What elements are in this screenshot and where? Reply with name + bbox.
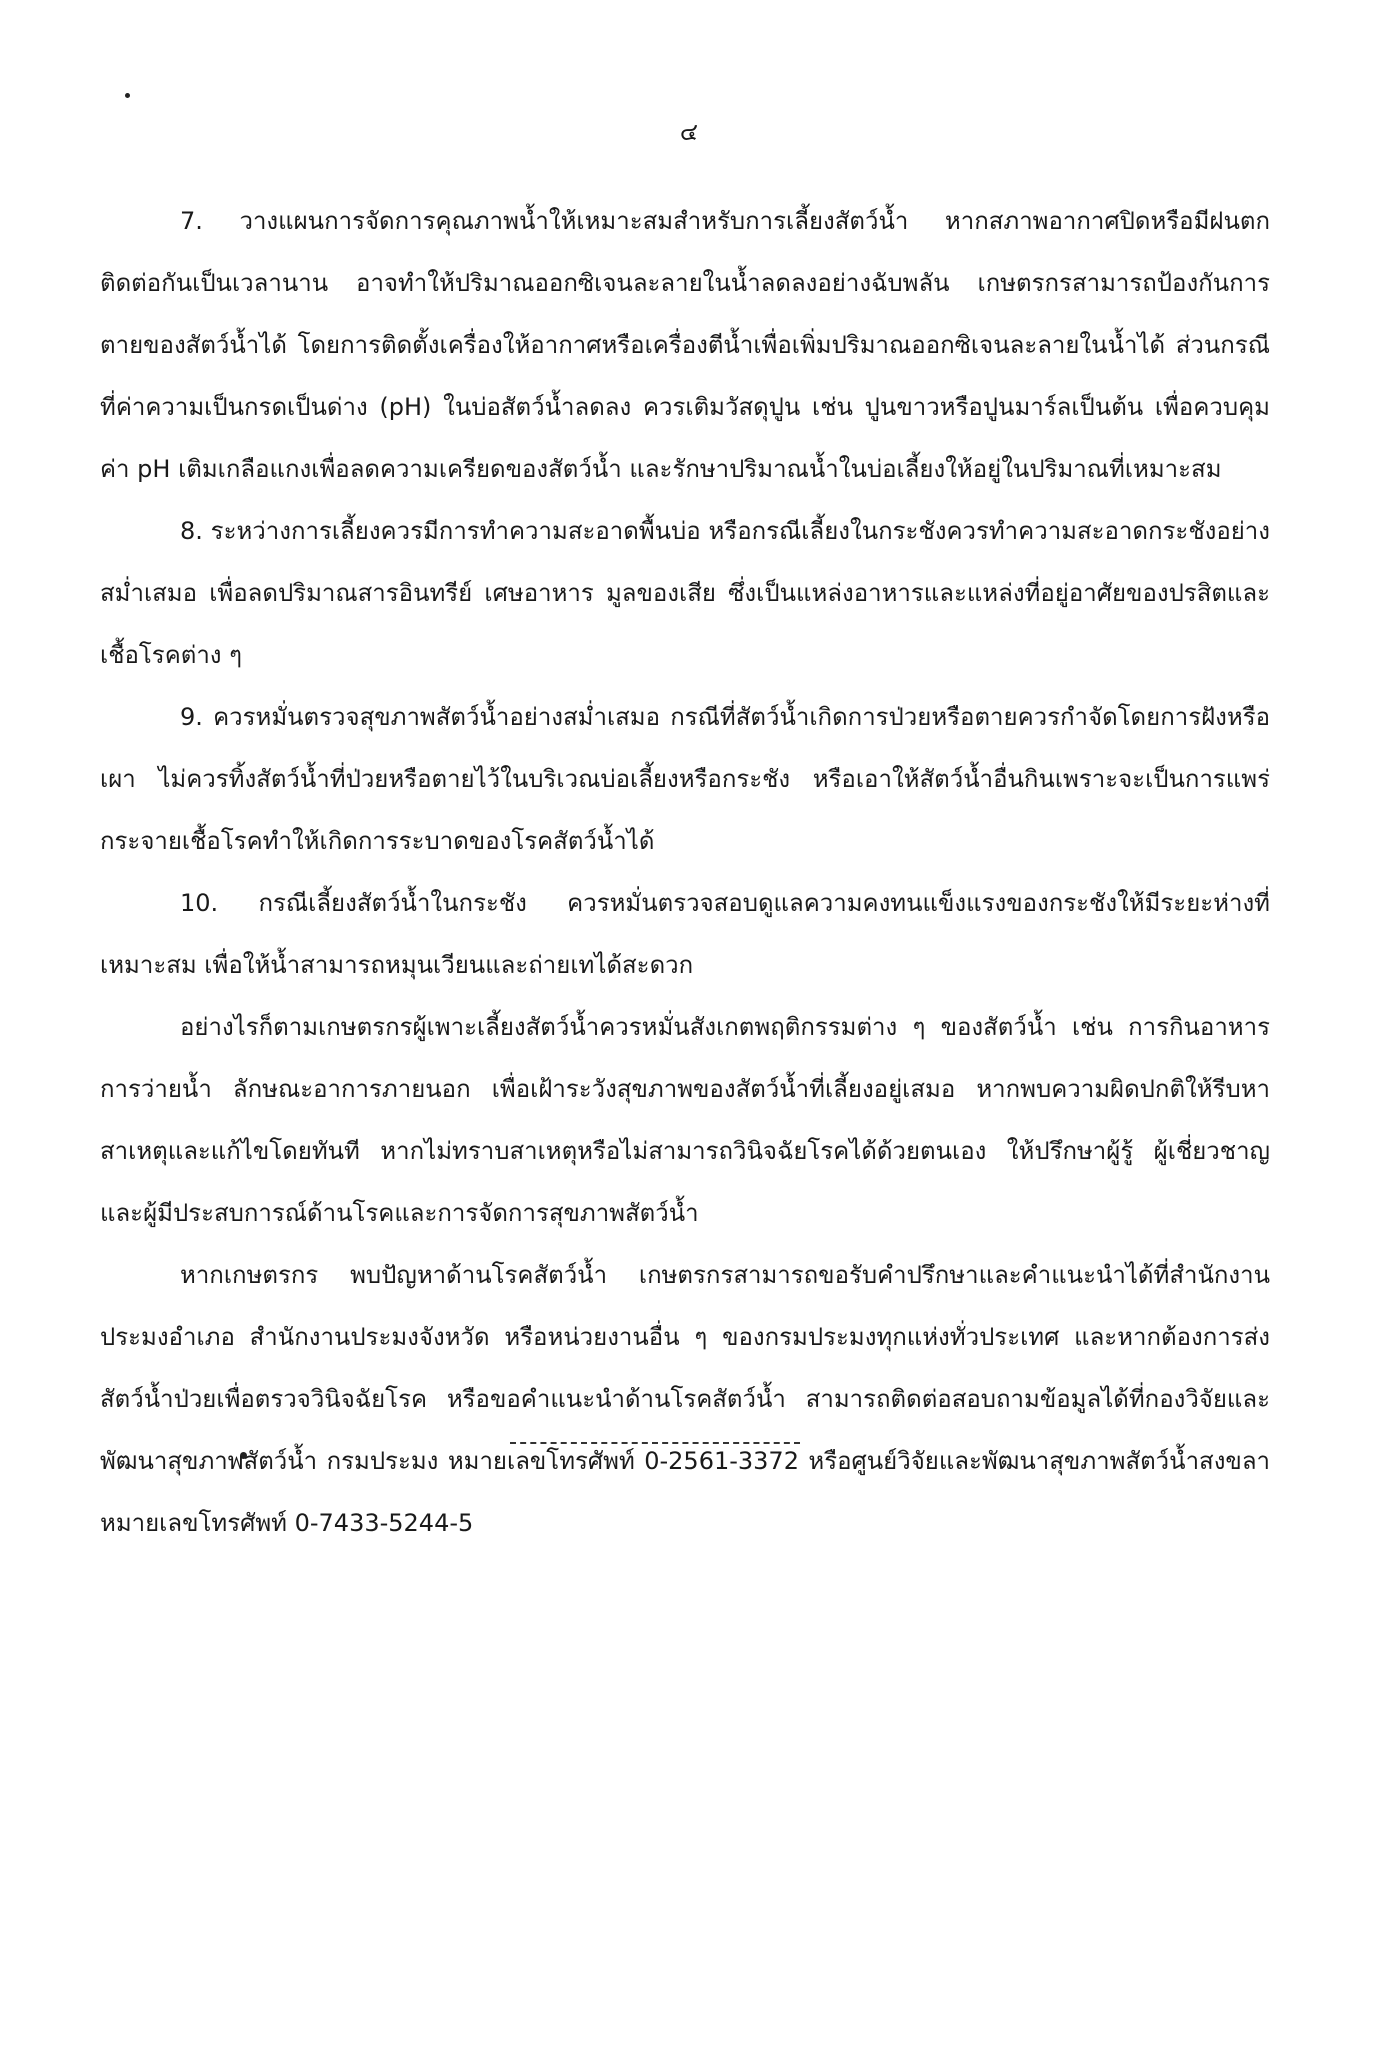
scan-speck: [125, 93, 130, 98]
paragraph-item-8: 8. ระหว่างการเลี้ยงควรมีการทำความสะอาดพื้นบ่อ หรือกรณีเลี้ยงในกระชังควรทำความสะอาดกระชังอย่างสม่ำเสมอ เพื่อลดปริมาณสารอินทรีย์ เศษอาหาร มูลของเสีย ซึ่งเป็นแหล่งอาหารและแหล่งที่อยู่อาศัยของปรสิตและเชื้อโรคต่าง ๆ: [100, 517, 1270, 669]
paragraph-item-10: 10. กรณีเลี้ยงสัตว์น้ำในกระชัง ควรหมั่นตรวจสอบดูแลความคงทนแข็งแรงของกระชังให้มีระยะห่างที่เหมาะสม เพื่อให้น้ำสามารถหมุนเวียนและถ่ายเทได้สะดวก: [100, 889, 1270, 979]
paragraph-item-9: 9. ควรหมั่นตรวจสุขภาพสัตว์น้ำอย่างสม่ำเสมอ กรณีที่สัตว์น้ำเกิดการป่วยหรือตายควรกำจัดโดยการฝังหรือเผา ไม่ควรทิ้งสัตว์น้ำที่ป่วยหรือตายไว้ในบริเวณบ่อเลี้ยงหรือกระชัง หรือเอาให้สัตว์น้ำอื่นกินเพราะจะเป็นการแพร่กระจายเชื้อโรคทำให้เกิดการระบาดของโรคสัตว์น้ำได้: [100, 703, 1270, 855]
end-divider: [510, 1442, 800, 1444]
paragraph-item-7: 7. วางแผนการจัดการคุณภาพน้ำให้เหมาะสมสำหรับการเลี้ยงสัตว์น้ำ หากสภาพอากาศปิดหรือมีฝนตกติดต่อกันเป็นเวลานาน อาจทำให้ปริมาณออกซิเจนละลายในน้ำลดลงอย่างฉับพลัน เกษตรกรสามารถป้องกันการตายของสัตว์น้ำได้ โดยการติดตั้งเครื่องให้อากาศหรือเครื่องตีน้ำเพื่อเพิ่มปริมาณออกซิเจนละลายในน้ำได้ ส่วนกรณีที่ค่าความเป็นกรดเป็นด่าง (pH) ในบ่อสัตว์น้ำลดลง ควรเติมวัสดุปูน เช่น ปูนขาวหรือปูนมาร์ลเป็นต้น เพื่อควบคุมค่า pH เติมเกลือแกงเพื่อลดความเครียดของสัตว์น้ำ และรักษาปริมาณน้ำในบ่อเลี้ยงให้อยู่ในปริมาณที่เหมาะสม: [100, 207, 1270, 483]
page-number: ๔: [679, 118, 699, 146]
document-body: [100, 190, 1270, 1554]
paragraph-contact: หากเกษตรกร พบปัญหาด้านโรคสัตว์น้ำ เกษตรกรสามารถขอรับคำปรึกษาและคำแนะนำได้ที่สำนักงานประมงอำเภอ สำนักงานประมงจังหวัด หรือหน่วยงานอื่น ๆ ของกรมประมงทุกแห่งทั่วประเทศ และหากต้องการส่งสัตว์น้ำป่วยเพื่อตรวจวินิจฉัยโรค หรือขอคำแนะนำด้านโรคสัตว์น้ำ สามารถติดต่อสอบถามข้อมูลได้ที่กองวิจัยและพัฒนาสุขภาพสัตว์น้ำ กรมประมง หมายเลขโทรศัพท์ 0-2561-3372 หรือศูนย์วิจัยและพัฒนาสุขภาพสัตว์น้ำสงขลา หมายเลขโทรศัพท์ 0-7433-5244-5: [100, 1261, 1270, 1537]
paragraph-observation: อย่างไรก็ตามเกษตรกรผู้เพาะเลี้ยงสัตว์น้ำควรหมั่นสังเกตพฤติกรรมต่าง ๆ ของสัตว์น้ำ เช่น การกินอาหาร การว่ายน้ำ ลักษณะอาการภายนอก เพื่อเฝ้าระวังสุขภาพของสัตว์น้ำที่เลี้ยงอยู่เสมอ หากพบความผิดปกติให้รีบหาสาเหตุและแก้ไขโดยทันที หากไม่ทราบสาเหตุหรือไม่สามารถวินิจฉัยโรคได้ด้วยตนเอง ให้ปรึกษาผู้รู้ ผู้เชี่ยวชาญ และผู้มีประสบการณ์ด้านโรคและการจัดการสุขภาพสัตว์น้ำ: [100, 1013, 1270, 1227]
